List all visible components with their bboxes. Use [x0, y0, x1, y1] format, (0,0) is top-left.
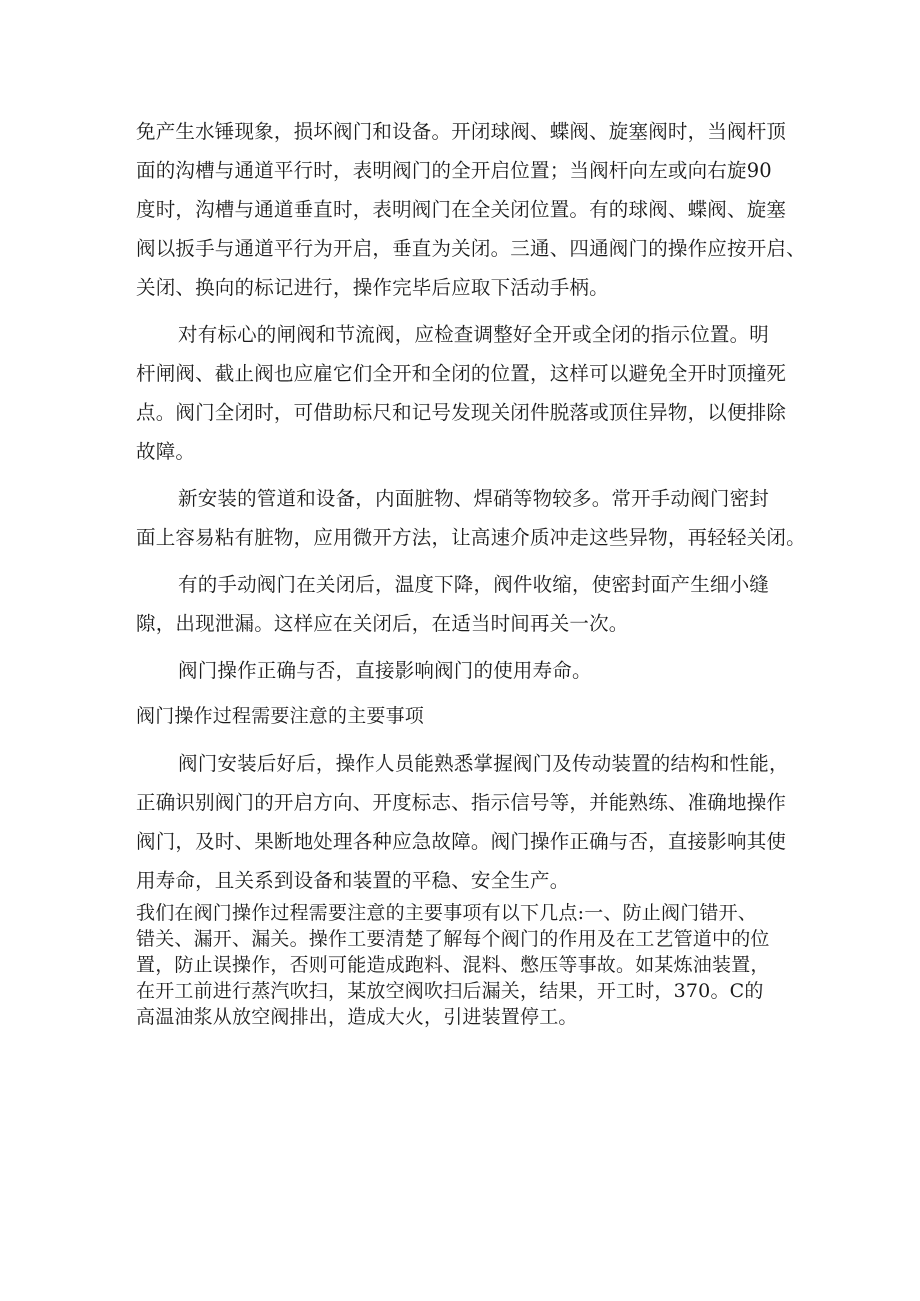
text-line: 对有标心的闸阀和节流阀，应检查调整好全开或全闭的指示位置。明	[178, 323, 770, 346]
paragraph-4	[136, 565, 794, 643]
text-line: 故障。	[136, 440, 196, 463]
text-line: 错关、漏开、漏关。操作工要清楚了解每个阀门的作用及在工艺管道中的位	[136, 928, 770, 950]
text-line: 置，防止误操作，否则可能造成跑料、混料、憋压等事故。如某炼油装置，	[136, 954, 770, 976]
paragraph-7	[136, 900, 794, 1030]
paragraph-6	[136, 744, 794, 900]
paragraph-3	[136, 479, 806, 557]
text-line: 高温油浆从放空阀排出，造成大火，引进装置停工。	[136, 1006, 578, 1028]
text-line: 杆闸阀、截止阀也应雇它们全开和全闭的位置，这样可以避免全开时顶撞死	[136, 362, 787, 385]
text-line: 隙，出现泄漏。这样应在关闭后，在适当时间再关一次。	[136, 612, 629, 635]
text-line: 正确识别阀门的开启方向、开度标志、指示信号等，并能熟练、准确地操作	[136, 791, 787, 814]
document-page	[136, 112, 806, 1030]
text-line: 我们在阀门操作过程需要注意的主要事项有以下几点:一、防止阀门错开、	[136, 902, 758, 924]
text-line: 用寿命，且关系到设备和装置的平稳、安全生产。	[136, 869, 570, 892]
text-line: 阀门安装后好后，操作人员能熟悉掌握阀门及传动装置的结构和性能，	[178, 752, 789, 775]
text-line: 新安装的管道和设备，内面脏物、焊硝等物较多。常开手动阀门密封	[178, 487, 770, 510]
paragraph-2	[136, 315, 794, 471]
section-heading: 阀门操作过程需要注意的主要事项	[136, 705, 425, 727]
text-line: 面上容易粘有脏物，应用微开方法，让高速介质冲走这些异物，再轻轻关闭。	[136, 526, 806, 549]
paragraph-5	[136, 651, 794, 690]
text-line: 点。阀门全闭时，可借助标尺和记号发现关闭件脱落或顶住异物，以便排除	[136, 401, 787, 424]
text-line: 阀门操作正确与否，直接影响阀门的使用寿命。	[178, 659, 592, 682]
text-line: 在开工前进行蒸汽吹扫，某放空阀吹扫后漏关，结果，开工时，370。C的	[136, 980, 764, 1002]
text-line: 有的手动阀门在关闭后，温度下降，阀件收缩，使密封面产生细小缝	[178, 573, 770, 596]
text-line: 度时，沟槽与通道垂直时，表明阀门在全关闭位置。有的球阀、蝶阀、旋塞	[136, 198, 787, 221]
text-line: 阀以扳手与通道平行为开启，垂直为关闭。三通、四通阀门的操作应按开启、	[136, 237, 806, 260]
text-line: 免产生水锤现象，损坏阀门和设备。开闭球阀、蝶阀、旋塞阀时，当阀杆顶	[136, 120, 787, 143]
text-line: 阀门，及时、果断地处理各种应急故障。阀门操作正确与否，直接影响其使	[136, 830, 787, 853]
text-line: 面的沟槽与通道平行时，表明阀门的全开启位置；当阀杆向左或向右旋90	[136, 159, 772, 182]
text-line: 关闭、换向的标记进行，操作完毕后应取下活动手柄。	[136, 276, 609, 299]
paragraph-1	[136, 112, 806, 307]
